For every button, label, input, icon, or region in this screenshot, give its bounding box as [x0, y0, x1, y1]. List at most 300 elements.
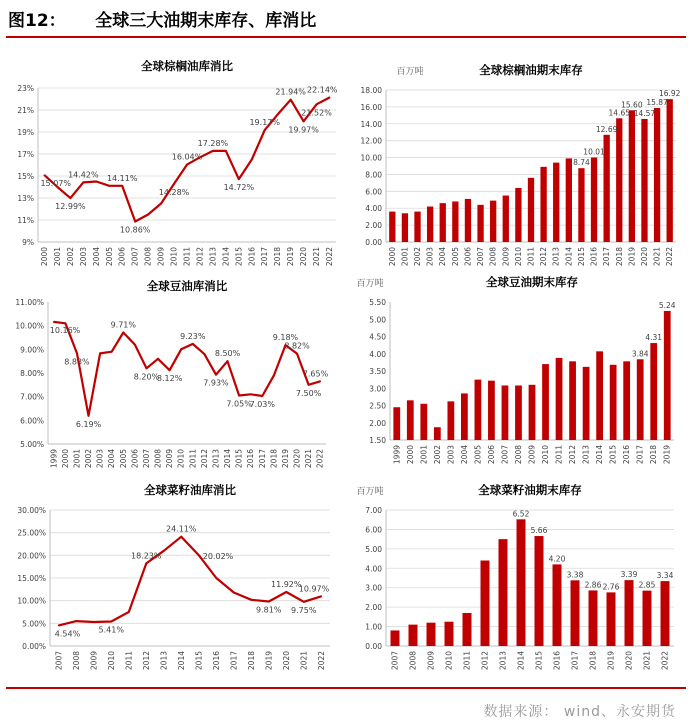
bar	[427, 623, 436, 646]
y-tick-label: 11.00%	[15, 298, 44, 307]
y-tick-label: 6.00	[365, 187, 382, 197]
bar	[556, 358, 563, 440]
data-label: 15.60	[621, 100, 643, 110]
x-tick-label: 2007	[141, 449, 151, 469]
data-label: 2.76	[602, 582, 620, 592]
x-tick-label: 2012	[568, 445, 578, 465]
x-tick-label: 2001	[72, 449, 82, 469]
y-tick-label: 12.00	[360, 136, 382, 146]
bar	[664, 311, 671, 440]
data-label: 8.74	[573, 158, 590, 168]
y-tick-label: 2.50	[369, 401, 386, 411]
bar	[625, 580, 634, 646]
x-tick-label: 2016	[552, 651, 562, 671]
data-label: 20.02%	[202, 552, 234, 562]
x-tick-label: 2019	[627, 247, 637, 267]
data-point	[285, 591, 287, 593]
data-label: 8.12%	[156, 374, 183, 384]
bar	[409, 625, 418, 646]
data-label: 14.72%	[223, 183, 255, 193]
rapeseed-ratio-chart	[4, 480, 344, 680]
x-tick-label: 2009	[426, 651, 436, 671]
bar	[477, 205, 483, 242]
x-tick-label: 2009	[165, 449, 175, 469]
data-label: 3.39	[620, 570, 638, 580]
bar	[502, 385, 509, 440]
data-label: 21.52%	[301, 108, 332, 118]
data-point	[82, 181, 84, 183]
y-tick-label: 3.00	[369, 384, 386, 394]
x-tick-label: 2007	[54, 651, 64, 671]
data-label: 21.94%	[275, 87, 306, 97]
unit-label: 百万吨	[396, 67, 424, 77]
data-label: 19.17%	[249, 118, 280, 128]
bar	[452, 201, 458, 242]
x-tick-label: 2001	[400, 247, 410, 267]
data-label: 7.50%	[295, 388, 322, 398]
data-label: 4.54%	[54, 629, 81, 639]
x-tick-label: 2002	[84, 449, 94, 469]
x-tick-label: 2010	[541, 445, 551, 465]
x-tick-label: 2018	[649, 445, 659, 465]
x-tick-label: 2021	[312, 247, 322, 267]
x-tick-label: 1999	[49, 449, 59, 469]
x-tick-label: 2020	[281, 651, 291, 671]
data-label: 10.16%	[49, 325, 81, 335]
x-tick-label: 2018	[614, 247, 624, 267]
data-point	[303, 120, 305, 122]
data-label: 5.24	[658, 300, 676, 310]
y-tick-label: 25.00%	[17, 528, 46, 538]
rapeseed-ratio-svg	[4, 480, 344, 680]
y-tick-label: 4.00	[365, 564, 382, 574]
palm-ratio-svg	[4, 54, 344, 272]
bar	[490, 201, 496, 242]
x-tick-label: 2009	[527, 445, 537, 465]
x-tick-label: 2020	[299, 247, 309, 267]
x-tick-label: 2014	[221, 247, 231, 267]
data-label: 10.97%	[298, 584, 330, 594]
bar	[667, 99, 673, 242]
x-tick-label: 2019	[662, 445, 672, 465]
x-tick-label: 2015	[194, 651, 204, 671]
x-tick-label: 2015	[534, 651, 544, 671]
data-label: 11.92%	[270, 579, 302, 589]
bar	[535, 536, 544, 646]
y-tick-label: 9.00%	[20, 345, 44, 355]
data-point	[173, 183, 175, 185]
x-tick-label: 2003	[78, 247, 88, 267]
bar	[427, 207, 433, 242]
data-point	[163, 550, 165, 552]
x-tick-label: 2018	[246, 651, 256, 671]
data-point	[128, 611, 130, 613]
x-tick-label: 2014	[595, 445, 605, 465]
x-tick-label: 2021	[299, 651, 309, 671]
x-tick-label: 2005	[118, 449, 128, 469]
y-tick-label: 18.00	[360, 86, 382, 95]
data-label: 7.05%	[226, 399, 252, 409]
x-tick-label: 2011	[182, 247, 192, 267]
data-label: 12.69	[595, 124, 618, 134]
bar	[578, 168, 584, 242]
x-tick-label: 2020	[292, 449, 302, 469]
data-label: 14.11%	[106, 173, 138, 183]
x-tick-label: 2002	[413, 247, 423, 267]
x-tick-label: 2015	[576, 247, 586, 267]
data-label: 5.41%	[98, 625, 124, 635]
x-tick-label: 2004	[91, 247, 101, 267]
data-label: 6.19%	[75, 419, 102, 429]
bar	[540, 167, 546, 242]
x-tick-label: 2006	[463, 247, 473, 267]
x-tick-label: 2016	[247, 246, 257, 267]
bar	[445, 622, 454, 646]
data-point	[251, 159, 253, 161]
bar	[623, 361, 630, 440]
top-divider	[6, 36, 686, 38]
x-tick-label: 2013	[211, 449, 221, 469]
y-tick-label: 1.50	[369, 436, 386, 445]
x-tick-label: 2005	[450, 247, 460, 267]
y-tick-label: 0.00	[365, 238, 382, 247]
soy-ratio-svg	[4, 276, 344, 476]
data-label: 9.23%	[180, 331, 206, 341]
x-tick-label: 2003	[425, 247, 435, 267]
bar	[407, 400, 414, 440]
bar	[553, 163, 559, 242]
data-point	[93, 621, 95, 623]
data-point	[64, 322, 66, 324]
x-tick-label: 2010	[169, 247, 179, 267]
bar	[569, 361, 576, 440]
x-tick-label: 2008	[408, 651, 418, 671]
x-tick-label: 2009	[156, 247, 166, 267]
bar	[591, 157, 597, 242]
x-tick-label: 2011	[526, 247, 536, 267]
bar	[643, 591, 652, 646]
x-tick-label: 2022	[316, 651, 326, 671]
bar	[402, 213, 408, 242]
data-label: 15.07%	[40, 179, 71, 189]
data-label: 3.84	[631, 349, 649, 359]
y-tick-label: 1.00	[365, 622, 382, 632]
y-tick-label: 5.00	[369, 315, 386, 325]
x-tick-label: 2012	[195, 247, 205, 267]
y-tick-label: 5.00	[365, 544, 382, 554]
x-tick-label: 2006	[117, 247, 127, 267]
data-point	[320, 595, 322, 597]
x-tick-label: 2022	[665, 247, 675, 267]
bar	[475, 380, 482, 440]
x-tick-label: 2000	[39, 247, 49, 267]
x-tick-label: 2000	[387, 247, 397, 267]
y-tick-label: 15.00%	[17, 574, 46, 583]
x-tick-label: 2010	[513, 247, 523, 267]
soy-stock-chart	[346, 276, 686, 476]
chart-title: 全球豆油库消比	[146, 279, 228, 293]
bar	[440, 203, 446, 242]
bar	[583, 367, 590, 440]
x-tick-label: 2022	[325, 247, 335, 267]
data-point	[225, 150, 227, 152]
x-tick-label: 2015	[608, 445, 618, 465]
y-tick-label: 3.50	[369, 367, 386, 376]
data-point	[277, 114, 279, 116]
x-tick-label: 2013	[581, 445, 591, 465]
x-tick-label: 2003	[446, 445, 456, 465]
bar	[463, 613, 472, 646]
data-point	[308, 384, 310, 386]
y-tick-label: 23%	[17, 84, 34, 93]
data-label: 7.65%	[302, 369, 329, 379]
data-label: 6.52	[512, 509, 530, 519]
data-label: 9.18%	[272, 333, 299, 343]
y-tick-label: 10.00	[360, 153, 382, 163]
data-label: 9.81%	[256, 605, 282, 615]
bar	[650, 343, 657, 440]
bar	[629, 110, 635, 242]
y-tick-label: 14.00	[360, 119, 382, 129]
data-point	[122, 332, 124, 334]
data-point	[316, 103, 318, 105]
x-tick-label: 2019	[606, 651, 616, 671]
soy-stock-svg	[346, 276, 686, 476]
data-label: 16.92	[658, 89, 681, 99]
data-point	[160, 203, 162, 205]
y-tick-label: 7.00%	[20, 392, 44, 402]
x-tick-label: 2010	[176, 449, 186, 469]
x-tick-label: 2010	[106, 651, 116, 671]
data-point	[95, 181, 97, 183]
y-tick-label: 5.00%	[20, 440, 44, 449]
data-point	[121, 185, 123, 187]
bar	[661, 581, 670, 646]
data-point	[99, 352, 101, 354]
x-tick-label: 2002	[65, 247, 75, 267]
source-note: 数据来源： wind、永安期货	[483, 704, 676, 720]
x-tick-label: 2009	[89, 651, 99, 671]
data-point	[303, 601, 305, 603]
data-point	[264, 129, 266, 131]
data-label: 17.28%	[197, 138, 229, 148]
x-tick-label: 2018	[588, 651, 598, 671]
data-label: 16.04%	[171, 152, 203, 162]
bar	[499, 539, 508, 646]
bar	[447, 401, 454, 440]
y-tick-label: 4.00	[365, 204, 382, 214]
x-tick-label: 2008	[71, 651, 81, 671]
data-point	[88, 415, 90, 417]
data-label: 2.85	[638, 580, 656, 590]
x-tick-label: 2015	[234, 247, 244, 267]
x-tick-label: 2011	[462, 651, 472, 671]
data-point	[233, 592, 235, 594]
unit-label: 百万吨	[356, 279, 384, 289]
x-tick-label: 2014	[564, 247, 574, 267]
x-tick-label: 2000	[60, 449, 70, 469]
x-tick-label: 2011	[554, 445, 564, 465]
data-point	[157, 358, 159, 360]
x-tick-label: 2004	[107, 449, 117, 469]
bar	[607, 592, 616, 646]
x-tick-label: 2008	[488, 247, 498, 267]
y-tick-label: 10.00%	[17, 596, 46, 606]
y-tick-label: 2.00	[365, 603, 382, 613]
x-tick-label: 2014	[516, 651, 526, 671]
bar	[589, 590, 598, 646]
y-tick-label: 10.00%	[15, 321, 44, 331]
data-point	[215, 577, 217, 579]
bar	[503, 196, 509, 242]
x-tick-label: 2021	[642, 651, 652, 671]
data-label: 3.34	[656, 571, 674, 581]
chart-title: 全球豆油期末库存	[486, 276, 578, 289]
y-tick-label: 13%	[17, 194, 34, 203]
x-tick-label: 2002	[432, 445, 442, 465]
data-label: 14.65	[608, 108, 631, 118]
soy-ratio-chart	[4, 276, 344, 476]
data-point	[198, 554, 200, 556]
palm-stock-svg	[346, 54, 686, 272]
data-point	[58, 625, 60, 627]
rapeseed-stock-svg	[346, 480, 686, 680]
data-label: 8.50%	[214, 349, 241, 359]
y-tick-label: 8.00%	[20, 369, 44, 378]
data-label: 14.42%	[68, 170, 99, 180]
x-tick-label: 2017	[602, 247, 612, 267]
bar	[610, 365, 617, 440]
data-point	[75, 620, 77, 622]
x-tick-label: 2018	[269, 449, 279, 469]
data-label: 8.83%	[64, 357, 90, 367]
data-point	[296, 353, 298, 355]
data-point	[203, 353, 205, 355]
chart-title: 全球菜籽油期末库存	[478, 483, 582, 497]
x-tick-label: 2017	[229, 651, 239, 671]
data-label: 15.87	[646, 97, 668, 107]
y-tick-label: 4.50	[369, 332, 386, 342]
x-tick-label: 2004	[438, 247, 448, 267]
data-label: 8.82%	[284, 341, 310, 351]
y-tick-label: 20.00%	[17, 551, 46, 561]
data-point	[134, 344, 136, 346]
y-tick-label: 17%	[17, 150, 34, 159]
bar	[616, 118, 622, 242]
x-tick-label: 2012	[539, 247, 549, 267]
data-point	[212, 150, 214, 152]
chart-title: 全球菜籽油库消比	[144, 483, 236, 497]
y-tick-label: 15%	[17, 172, 34, 181]
data-point	[238, 395, 240, 397]
data-point	[69, 197, 71, 199]
y-tick-label: 19%	[17, 128, 34, 137]
chart-title: 全球棕榈油库消比	[141, 59, 233, 73]
bar	[528, 178, 534, 242]
y-tick-label: 8.00	[365, 170, 382, 180]
bar	[481, 561, 490, 646]
data-point	[169, 369, 171, 371]
data-point	[53, 321, 55, 323]
data-label: 3.38	[566, 570, 584, 580]
y-tick-label: 21%	[17, 106, 34, 115]
data-label: 2.86	[584, 580, 602, 590]
unit-label: 百万吨	[356, 487, 384, 497]
x-tick-label: 1999	[392, 445, 402, 465]
y-tick-label: 11%	[17, 216, 34, 225]
x-tick-label: 2006	[130, 449, 140, 469]
palm-ratio-chart	[4, 54, 344, 272]
bar	[515, 188, 521, 242]
data-point	[215, 374, 217, 376]
x-tick-label: 2013	[208, 247, 218, 267]
y-tick-label: 5.50	[369, 298, 386, 307]
data-label: 10.86%	[119, 225, 151, 235]
x-tick-label: 2009	[501, 247, 511, 267]
x-tick-label: 2022	[315, 449, 325, 469]
bar	[488, 381, 495, 440]
y-tick-label: 3.00	[365, 583, 382, 593]
data-label: 7.93%	[203, 378, 229, 388]
data-point	[111, 351, 113, 353]
bar	[517, 519, 526, 646]
y-tick-label: 7.00	[365, 506, 382, 515]
x-tick-label: 2006	[486, 445, 496, 465]
x-tick-label: 2001	[52, 247, 62, 267]
x-tick-label: 2022	[660, 651, 670, 671]
data-point	[108, 185, 110, 187]
x-tick-label: 2015	[234, 449, 244, 469]
bar	[389, 212, 395, 242]
x-tick-label: 2016	[622, 445, 632, 465]
y-tick-label: 6.00	[365, 525, 382, 535]
x-tick-label: 2000	[405, 445, 415, 465]
x-tick-label: 2007	[390, 651, 400, 671]
data-point	[227, 360, 229, 362]
x-tick-label: 2021	[304, 449, 314, 469]
bar	[414, 212, 420, 242]
data-label: 5.66	[530, 526, 548, 536]
data-point	[238, 178, 240, 180]
data-label: 8.20%	[133, 372, 160, 382]
x-tick-label: 2020	[639, 247, 649, 267]
data-label: 22.14%	[307, 85, 338, 95]
data-point	[145, 562, 147, 564]
x-tick-label: 2018	[273, 247, 283, 267]
y-tick-label: 2.00	[365, 221, 382, 231]
x-tick-label: 2005	[473, 445, 483, 465]
data-label: 19.97%	[288, 125, 319, 135]
x-tick-label: 2001	[419, 445, 429, 465]
data-point	[261, 395, 263, 397]
data-point	[180, 348, 182, 350]
y-tick-label: 5.00%	[22, 619, 46, 629]
palm-stock-chart	[346, 54, 686, 272]
x-tick-label: 2003	[95, 449, 105, 469]
x-tick-label: 2007	[130, 247, 140, 267]
x-tick-label: 2013	[159, 651, 169, 671]
data-point	[186, 164, 188, 166]
y-tick-label: 0.00%	[22, 642, 46, 651]
x-tick-label: 2011	[124, 651, 134, 671]
x-tick-label: 2016	[246, 449, 256, 469]
x-tick-label: 2019	[280, 449, 290, 469]
bar	[391, 630, 400, 646]
data-label: 24.11%	[165, 524, 197, 534]
data-label: 10.01	[583, 147, 605, 157]
x-tick-label: 2017	[570, 651, 580, 671]
chart-title: 全球棕榈油期末库存	[479, 63, 583, 77]
